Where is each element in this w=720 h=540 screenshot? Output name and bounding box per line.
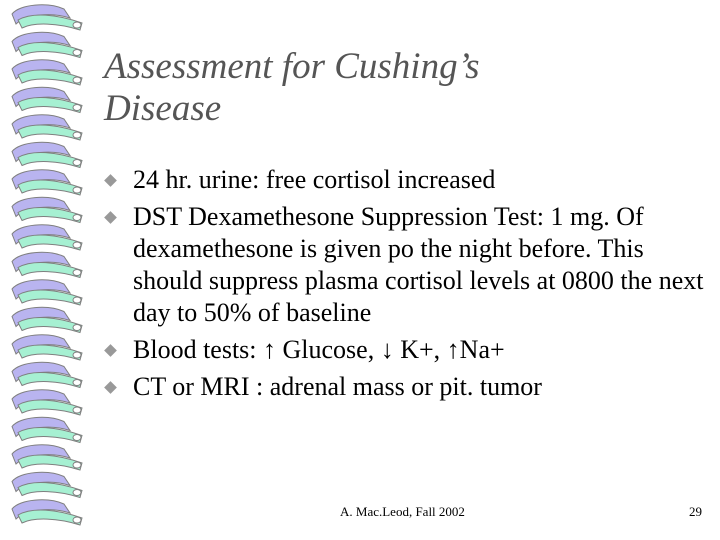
bullet-text: 24 hr. urine: free cortisol increased xyxy=(133,165,496,194)
bullet-diamond-icon xyxy=(104,381,117,394)
bullet-diamond-icon xyxy=(104,174,117,187)
spiral-ring xyxy=(12,252,82,277)
bullet-item xyxy=(104,371,710,403)
bullet-list xyxy=(104,164,710,408)
spiral-ring xyxy=(12,307,82,332)
spiral-ring xyxy=(12,170,82,195)
title-line-2: Disease xyxy=(104,88,222,129)
up-arrow-icon: ↑ xyxy=(446,335,460,364)
spiral-ring xyxy=(12,472,82,497)
spiral-ring xyxy=(12,445,82,470)
bullet-text: DST Dexamethesone Suppression Test: 1 mg. Of dexamethesone is given po the night before. This should suppress plasma cortisol levels at 0800 the next day to 50% of baseline xyxy=(133,202,704,327)
bullet-text-part: Glucose, xyxy=(276,335,381,364)
bullet-diamond-icon xyxy=(104,344,117,357)
bullet-diamond-icon xyxy=(104,211,117,224)
spiral-ring xyxy=(12,225,82,250)
spiral-ring xyxy=(12,417,82,442)
down-arrow-icon: ↓ xyxy=(380,335,394,364)
footer-author: A. Mac.Leod, Fall 2002 xyxy=(340,504,465,519)
slide-title xyxy=(104,46,704,130)
spiral-ring xyxy=(12,32,82,57)
spiral-ring xyxy=(12,362,82,387)
spiral-ring xyxy=(12,500,82,525)
bullet-text-part: Na+ xyxy=(459,335,505,364)
spiral-binding-icon xyxy=(0,0,100,540)
spiral-ring xyxy=(12,87,82,112)
bullet-text-prefix: Blood tests: xyxy=(133,335,264,364)
spiral-ring xyxy=(12,115,82,140)
bullet-text-part: K+, xyxy=(393,335,447,364)
spiral-ring xyxy=(12,197,82,222)
spiral-ring xyxy=(12,335,82,360)
spiral-ring xyxy=(12,390,82,415)
spiral-ring xyxy=(12,5,82,30)
bullet-item xyxy=(104,201,710,329)
spiral-ring xyxy=(12,60,82,85)
title-line-1: Assessment for Cushing’s xyxy=(104,46,480,87)
page-number: 29 xyxy=(689,504,702,519)
spiral-ring xyxy=(12,280,82,305)
spiral-ring xyxy=(12,142,82,167)
up-arrow-icon: ↑ xyxy=(263,335,277,364)
bullet-item xyxy=(104,334,710,366)
bullet-text: CT or MRI : adrenal mass or pit. tumor xyxy=(133,372,542,401)
bullet-item xyxy=(104,164,710,196)
